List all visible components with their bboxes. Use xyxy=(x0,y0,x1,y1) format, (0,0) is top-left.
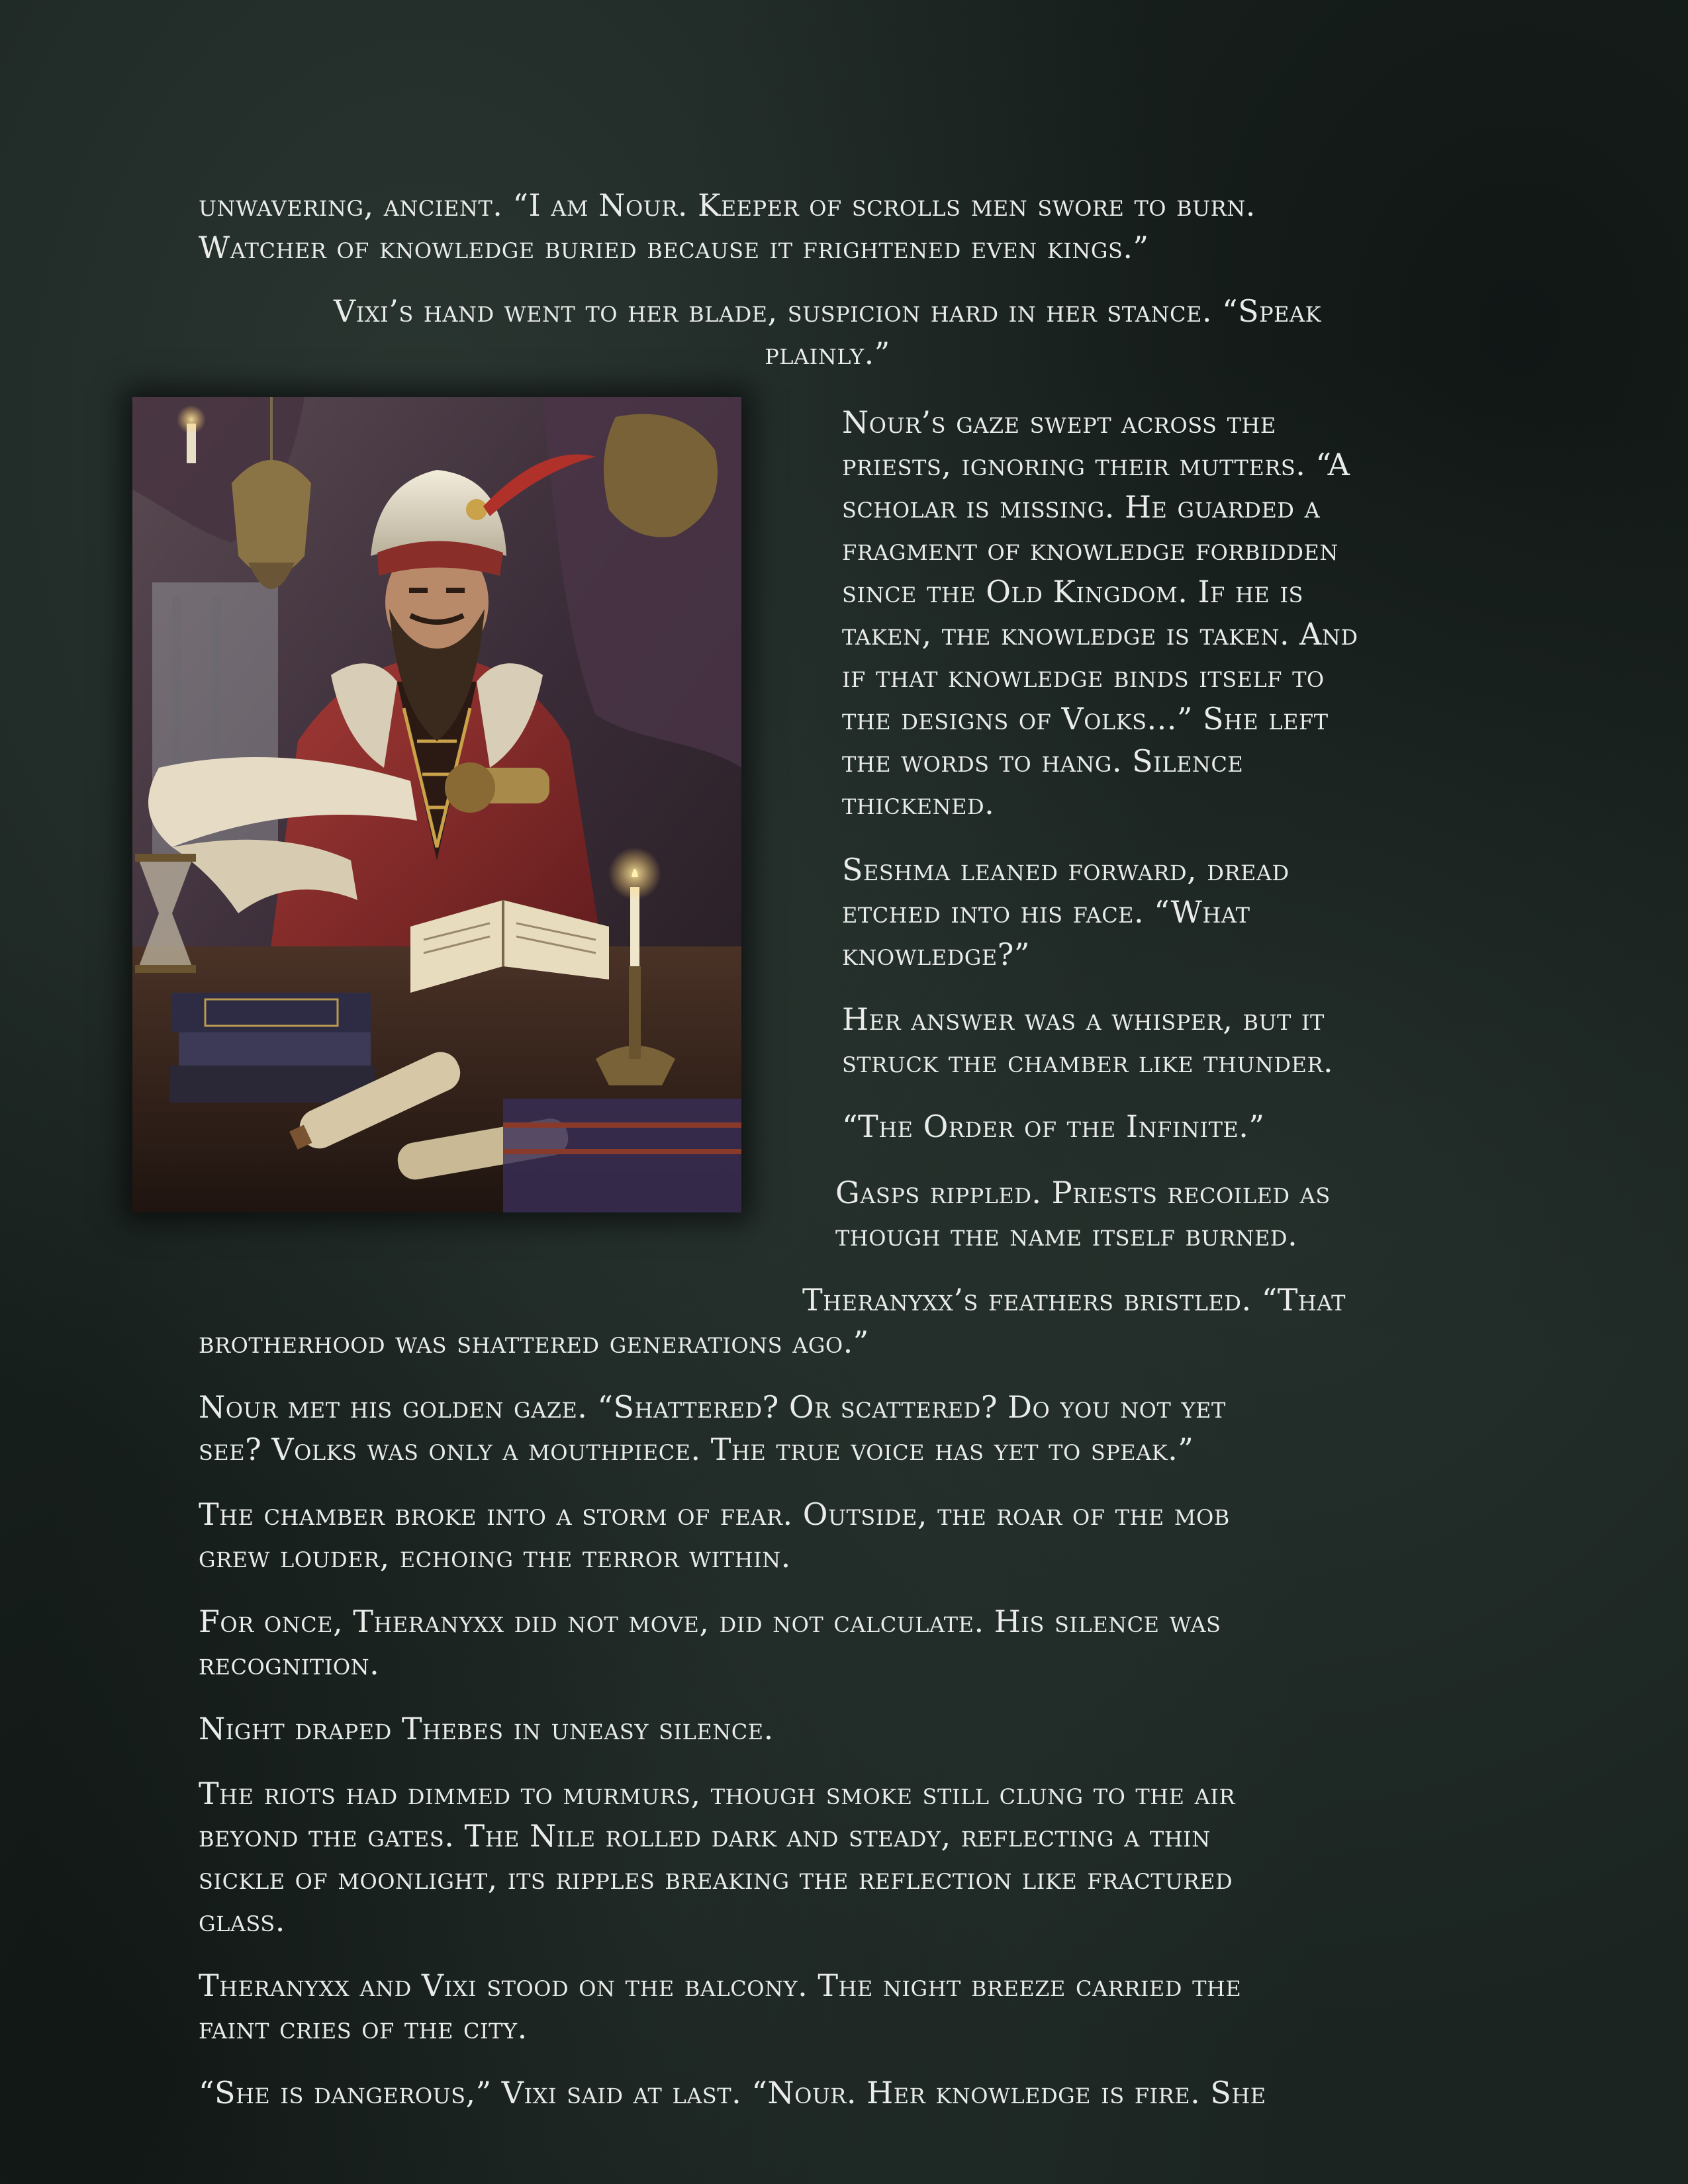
paragraph-balcony: Theranyxx and Vixi stood on the balcony. The night breeze carried the faint cries of the city. xyxy=(199,1968,1242,2046)
paragraph-vixi-speak: Vixi’s hand went to her blade, suspicion hard in her stance. “Speak plainly.” xyxy=(333,293,1322,371)
paragraph-nour-golden-gaze: Nour met his golden gaze. “Shattered? Or scattered? Do you not yet see? Volks was only a mouthpiece. The true voice has yet to speak.” xyxy=(199,1389,1226,1467)
paragraph-gasps: Gasps rippled. Priests recoiled as though the name itself burned. xyxy=(835,1175,1331,1253)
paragraph-for-once: For once, Theranyxx did not move, did not calculate. His silence was recognition. xyxy=(199,1604,1221,1682)
nour-portrait-illustration xyxy=(132,397,741,1212)
paragraph-whisper: Her answer was a whisper, but it struck the chamber like thunder. xyxy=(842,1001,1334,1079)
paragraph-order-name: “The Order of the Infinite.” xyxy=(842,1109,1265,1144)
paragraph-she-is-dangerous: “She is dangerous,” Vixi said at last. “Nour. Her knowledge is fire. She xyxy=(199,2075,1266,2111)
paragraph-chamber-storm: The chamber broke into a storm of fear. Outside, the roar of the mob grew louder, echoing the terror within. xyxy=(199,1496,1230,1574)
paragraph-night-draped: Night draped Thebes in uneasy silence. xyxy=(199,1711,774,1747)
paragraph-seshma: Seshma leaned forward, dread etched into his face. “What knowledge?” xyxy=(842,852,1289,972)
paragraph-riots-dimmed: The riots had dimmed to murmurs, though smoke still clung to the air beyond the gates. The Nile rolled dark and steady, reflecting a thin sickle of moonlight, its ripples breaking the reflection like fractured glass. xyxy=(199,1776,1236,1938)
paragraph-intro: unwavering, ancient. “I am Nour. Keeper of scrolls men swore to burn. Watcher of knowledge buried because it frightened even kings.” xyxy=(199,187,1256,265)
paragraph-nour-gaze: Nour’s gaze swept across the priests, ignoring their mutters. “A scholar is missing. He guarded a fragment of knowledge forbidden since the Old Kingdom. If he is taken, the knowledge is taken. And if that knowledge binds itself to the designs of Volks...” She left the words to hang. Silence thickened. xyxy=(842,404,1358,821)
paragraph-theranyxx-feathers: Theranyxx’s feathers bristled. “That brotherhood was shattered generations ago.” xyxy=(199,1282,1346,1360)
